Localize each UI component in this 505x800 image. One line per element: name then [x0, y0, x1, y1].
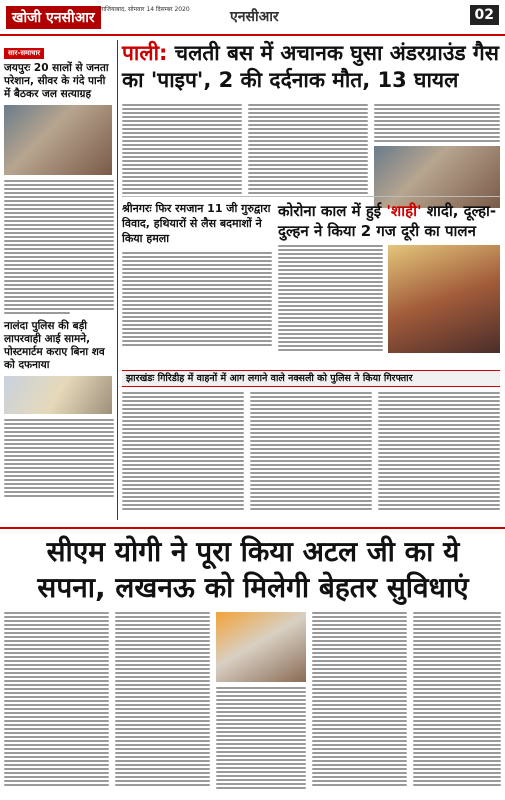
wedding-story — [278, 201, 500, 353]
wedding-headline — [278, 201, 500, 241]
left-column — [4, 40, 114, 520]
nalanda-photo — [4, 376, 112, 414]
section-divider — [122, 196, 500, 197]
section-tag: सार-समाचार — [4, 48, 44, 59]
masthead — [0, 0, 505, 36]
cm-yogi-photo — [216, 612, 306, 682]
lead-headline-text: चलती बस में अचानक घुसा अंडरग्राउंड गैस का 'पाइप', 2 की दर्दनाक मौत, 13 घायल — [122, 41, 499, 92]
yogi-body — [4, 612, 501, 789]
srinagar-body-text — [122, 252, 272, 346]
yogi-headline: सीएम योगी ने पूरा किया अटल जी का ये सपना, लखनऊ को मिलेगी बेहतर सुविधाएं — [37, 535, 469, 604]
jharkhand-headline: झारखंडः गिरिडीह में वाहनों में आग लगाने वाले नक्सली को पुलिस ने किया गिरफ्तार — [122, 370, 500, 387]
srinagar-story — [122, 201, 272, 351]
jaipur-body-text — [4, 180, 114, 314]
jaipur-photo — [4, 105, 112, 175]
section-name: एनसीआर — [230, 9, 279, 25]
lead-body-col3 — [374, 104, 500, 208]
story-headline-nalanda: नालंदा पुलिस की बड़ी लापरवाही आई सामने, पोस्टमार्टम कराए बिना शव को दफनाया — [4, 320, 105, 371]
wedding-photo — [388, 245, 500, 353]
jharkhand-body — [122, 392, 500, 510]
page-number: 02 — [470, 5, 499, 25]
lead-body-col1 — [122, 104, 242, 194]
yogi-top-rule — [0, 527, 505, 529]
date-line: गाजियाबाद, सोमवार 14 दिसम्बर 2020 — [100, 6, 190, 13]
wedding-body-text — [278, 245, 383, 353]
wedding-headline-highlight: 'शाही' — [386, 202, 422, 220]
lead-kicker: पाली: — [122, 41, 168, 65]
lead-body-col2 — [248, 104, 368, 194]
newspaper-logo: खोजी एनसीआर — [6, 6, 101, 29]
wedding-headline-b: शादी, दूल्हा-दुल्हन ने किया 2 गज दूरी का पालन — [278, 202, 497, 240]
bus-accident-photo — [374, 146, 500, 208]
srinagar-headline: श्रीनगरः फिर रमजान 11 जी गुरुद्वारा विवाद, हथियारों से लैस बदमाशों ने किया हमला — [122, 202, 271, 245]
story-headline-jaipur: जयपुरः 20 सालों से जनता परेशान, सीवर के गंदे पानी में बैठकर जल सत्याग्रह — [4, 62, 109, 100]
wedding-headline-a: कोरोना काल में हुई — [278, 202, 382, 220]
nalanda-body-text — [4, 419, 114, 497]
lead-headline — [122, 40, 500, 94]
column-divider — [117, 40, 118, 520]
